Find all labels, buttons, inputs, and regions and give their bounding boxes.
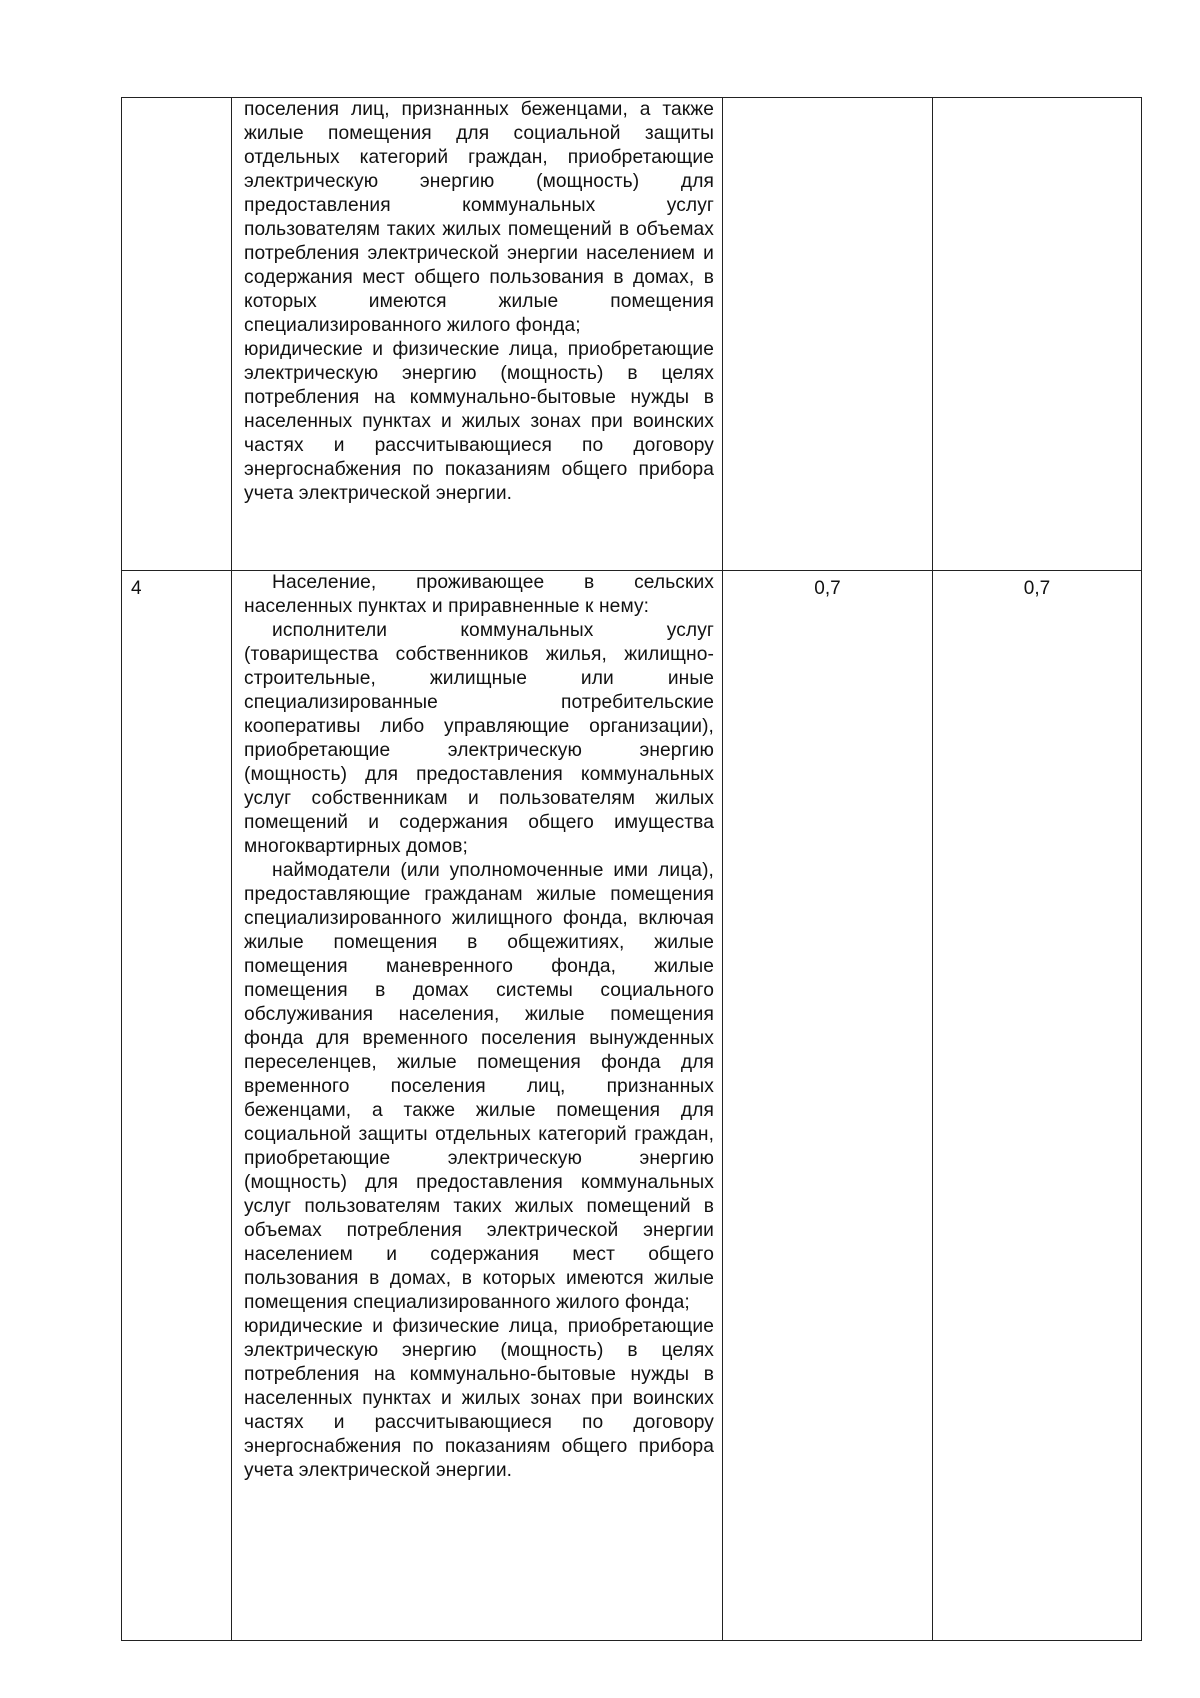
- tariff-table: [121, 97, 1142, 1641]
- row-number: 4: [122, 571, 232, 1641]
- description-paragraph: юридические и физические лица, приобретающие электрическую энергию (мощность) в целях потребления на коммунально-бытовые нужды в населенных пунктах и жилых зонах при воинских частях и рассчитывающиеся по договору энергоснабжения по показаниям общего прибора учета электрической энергии.: [244, 339, 714, 504]
- table-row: [122, 98, 1142, 571]
- row-value-1: [723, 98, 933, 571]
- table-row: [122, 571, 1142, 1641]
- description-paragraph: наймодатели (или уполномоченные ими лица), предоставляющие гражданам жилые помещения специализированного жилищного фонда, включая жилые помещения в общежитиях, жилые помещения маневренного фонда, жилые помещения в домах системы социального обслуживания населения, жилые помещения фонда для временного поселения вынужденных переселенцев, жилые помещения фонда для временного поселения лиц, признанных беженцами, а также жилые помещения для социальной защиты отдельных категорий граждан, приобретающие электрическую энергию (мощность) для предоставления коммунальных услуг пользователям таких жилых помещений в объемах потребления электрической энергии населением и содержания мест общего пользования в домах, в которых имеются жилые помещения специализированного жилого фонда;: [244, 860, 714, 1313]
- row-description: [232, 571, 723, 1641]
- row-value-2: [933, 98, 1142, 571]
- description-paragraph: юридические и физические лица, приобретающие электрическую энергию (мощность) в целях потребления на коммунально-бытовые нужды в населенных пунктах и жилых зонах при воинских частях и рассчитывающиеся по договору энергоснабжения по показаниям общего прибора учета электрической энергии.: [244, 1316, 714, 1481]
- row-number: [122, 98, 232, 571]
- row-description: [232, 98, 723, 571]
- description-paragraph: исполнители коммунальных услуг (товарищества собственников жилья, жилищно-строительные, жилищные или иные специализированные потребительские кооперативы либо управляющие организации), приобретающие электрическую энергию (мощность) для предоставления коммунальных услуг собственникам и пользователям жилых помещений и содержания общего имущества многоквартирных домов;: [244, 620, 714, 857]
- row-value-1: 0,7: [723, 571, 933, 1641]
- row-value-2: 0,7: [933, 571, 1142, 1641]
- description-paragraph: Население, проживающее в сельских населенных пунктах и приравненные к нему:: [244, 572, 714, 617]
- description-paragraph: поселения лиц, признанных беженцами, а также жилые помещения для социальной защиты отдельных категорий граждан, приобретающие электрическую энергию (мощность) для предоставления коммунальных услуг пользователям таких жилых помещений в объемах потребления электрической энергии населением и содержания мест общего пользования в домах, в которых имеются жилые помещения специализированного жилого фонда;: [244, 99, 714, 336]
